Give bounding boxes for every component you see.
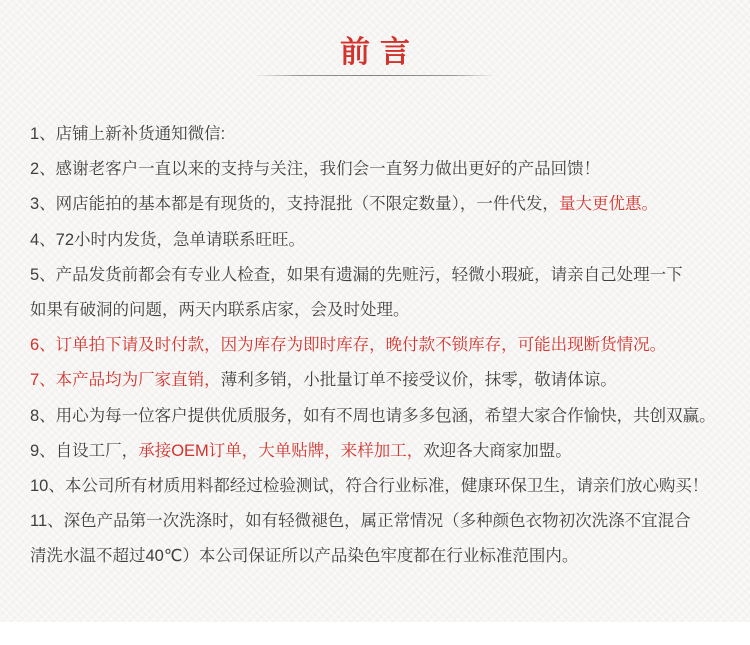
preface-text-segment: 承接OEM订单，大单贴牌，来样加工， <box>138 441 424 460</box>
preface-text-segment: 1、店铺上新补货通知微信: <box>30 125 226 143</box>
preface-text-segment: 3、网店能拍的基本都是有现货的，支持混批（不限定数量），一件代发， <box>30 195 559 214</box>
preface-line <box>30 363 732 398</box>
preface-line <box>30 399 732 434</box>
preface-text-segment: 6、订单拍下请及时付款，因为库存为即时库存，晚付款不锁库存，可能出现断货情况。 <box>30 336 667 355</box>
preface-text-segment: 7、本产品均为厂家直销， <box>30 371 221 390</box>
preface-text-segment: 4、72小时内发货，急单请联系旺旺。 <box>30 230 306 249</box>
preface-line <box>30 152 732 187</box>
preface-text-segment: 如果有破洞的问题，两天内联系店家，会及时处理。 <box>30 301 410 320</box>
preface-text-segment: 量大更优惠。 <box>558 195 658 214</box>
preface-text-segment: 清洗水温不超过40℃）本公司保证所以产品染色牢度都在行业标准范围内。 <box>30 547 579 566</box>
preface-line <box>30 434 732 469</box>
preface-text-segment: 8、用心为每一位客户提供优质服务，如有不周也请多多包涵，希望大家合作愉快，共创双赢。 <box>30 406 716 425</box>
preface-text-segment: 欢迎各大商家加盟。 <box>423 441 572 460</box>
preface-list <box>0 76 750 575</box>
page-header <box>0 0 750 76</box>
preface-text-segment: 9、自设工厂， <box>30 441 139 460</box>
preface-text-segment: 11、深色产品第一次洗涤时，如有轻微褪色，属正常情况（多种颜色衣物初次洗涤不宜混合 <box>30 512 691 531</box>
preface-line <box>30 117 732 152</box>
preface-line <box>30 539 732 574</box>
preface-text-segment: 2、感谢老客户一直以来的支持与关注，我们会一直努力做出更好的产品回馈！ <box>30 160 601 179</box>
preface-line <box>30 223 732 258</box>
preface-line <box>30 187 732 222</box>
page-title: 前言 <box>340 36 420 69</box>
preface-line <box>30 293 732 328</box>
preface-text-segment: 5、产品发货前都会有专业人检查，如果有遗漏的先赃污，轻微小瑕疵，请亲自己处理一下 <box>30 265 683 284</box>
preface-line <box>30 258 732 293</box>
preface-line <box>30 504 732 539</box>
preface-text-segment: 10、本公司所有材质用料都经过检验测试，符合行业标准，健康环保卫生，请亲们放心购买！ <box>30 477 709 496</box>
preface-line <box>30 328 732 363</box>
preface-text-segment: 薄利多销，小批量订单不接受议价，抹零，敬请体谅。 <box>220 371 617 390</box>
preface-line <box>30 469 732 504</box>
